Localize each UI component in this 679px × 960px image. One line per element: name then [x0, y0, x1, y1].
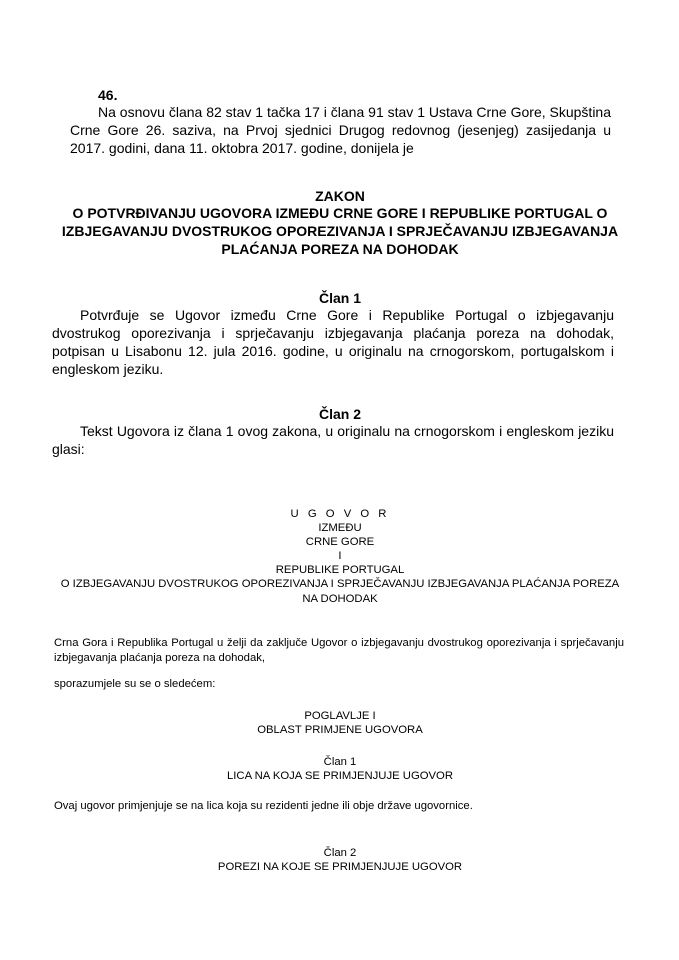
- law-title: O POTVRĐIVANJU UGOVORA IZMEĐU CRNE GORE I REPUBLIKE PORTUGAL O IZBJEGAVANJU DVOSTRUKOG OPOREZIVANJA I SPRJEČAVANJU IZBJEGAVANJA PLAĆANJA POREZA NA DOHODAK: [61, 205, 619, 257]
- clan1-text: Potvrđuje se Ugovor između Crne Gore i Republike Portugal o izbjegavanju dvostrukog oporezivanja i sprječavanju izbjegavanja plaćanja poreza na dohodak, potpisan u Lisabonu 12. jula 2016. godine, u originalu na crnogorskom, portugalskom i engleskom jeziku.: [52, 307, 614, 377]
- law-preamble: Na osnovu člana 82 stav 1 tačka 17 i člana 91 stav 1 Ustava Crne Gore, Skupština Crne Gore 26. saziva, na Prvoj sjednici Drugog redovnog (jesenjeg) zasijedanja u 2017. godini, dana 11. oktobra 2017. godine, donijela je: [70, 104, 611, 156]
- agreement-agreed: sporazumjele su se o sledećem:: [54, 678, 216, 690]
- law-title-word: ZAKON: [315, 188, 365, 204]
- agreement-title-1: IZMEĐU: [318, 522, 362, 534]
- agreement-title-2: CRNE GORE: [305, 536, 375, 548]
- chapter-title: OBLAST PRIMJENE UGOVORA: [257, 724, 423, 736]
- article1-text: Ovaj ugovor primjenjuje se na lica koja su rezidenti jedne ili obje države ugovornice.: [54, 800, 473, 812]
- clan2-heading: Član 2: [318, 406, 361, 422]
- article2-title: POREZI NA KOJE SE PRIMJENJUJE UGOVOR: [217, 861, 463, 873]
- clan1-heading: Član 1: [318, 290, 361, 306]
- agreement-intro: Crna Gora i Republika Portugal u želji da zaključe Ugovor o izbjegavanju dvostrukog oporezivanja i sprječavanju izbjegavanja plaćanja poreza na dohodak,: [54, 637, 624, 664]
- agreement-title-3: I: [338, 550, 342, 562]
- agreement-title-4: REPUBLIKE PORTUGAL: [275, 564, 405, 576]
- clan2-text: Tekst Ugovora iz člana 1 ovog zakona, u originalu na crnogorskom i engleskom jeziku glasi:: [52, 423, 614, 457]
- agreement-title-0: U G O V O R: [290, 508, 390, 520]
- chapter-label: POGLAVLJE I: [304, 710, 376, 722]
- law-number: 46.: [98, 87, 118, 103]
- article1-label: Član 1: [323, 756, 357, 768]
- article1-title: LICA NA KOJA SE PRIMJENJUJE UGOVOR: [227, 770, 453, 782]
- article2-label: Član 2: [323, 847, 357, 859]
- agreement-subtitle: O IZBJEGAVANJU DVOSTRUKOG OPOREZIVANJA I SPRJEČAVANJU IZBJEGAVANJA PLAĆANJA POREZA NA DOHODAK: [60, 578, 620, 605]
